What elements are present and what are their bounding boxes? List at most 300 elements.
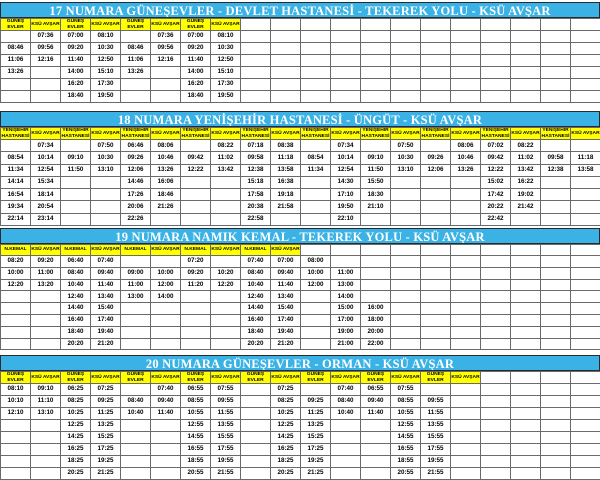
empty-cell <box>481 19 511 31</box>
table-row <box>1 444 600 456</box>
empty-cell <box>451 303 481 315</box>
time-cell: 18:25 <box>61 456 91 468</box>
column-header: GÜNEŞ EVLER <box>61 372 91 384</box>
empty-cell <box>301 91 331 103</box>
table-row <box>1 55 600 67</box>
empty-cell <box>541 468 571 480</box>
empty-cell <box>571 55 600 67</box>
time-cell: 18:55 <box>391 456 421 468</box>
empty-cell <box>31 420 61 432</box>
empty-cell <box>571 245 600 256</box>
empty-cell <box>391 213 421 225</box>
empty-cell <box>511 213 541 225</box>
time-cell: 16:55 <box>181 444 211 456</box>
time-cell: 11:02 <box>211 152 241 164</box>
column-header: GÜNEŞ EVLER <box>121 19 151 31</box>
time-cell: 08:10 <box>211 31 241 43</box>
empty-cell <box>1 468 31 480</box>
column-header: N.KEMAL <box>61 245 91 256</box>
column-header: N.KEMAL <box>241 245 271 256</box>
empty-cell <box>361 468 391 480</box>
empty-cell <box>421 55 451 67</box>
empty-cell <box>361 31 391 43</box>
empty-cell <box>301 189 331 201</box>
empty-cell <box>391 67 421 79</box>
empty-cell <box>541 19 571 31</box>
empty-cell <box>211 291 241 303</box>
empty-cell <box>451 256 481 268</box>
empty-cell <box>361 213 391 225</box>
time-cell: 11:55 <box>211 408 241 420</box>
empty-cell <box>391 19 421 31</box>
time-cell: 07:50 <box>91 140 121 152</box>
time-cell: 16:25 <box>271 444 301 456</box>
time-cell: 12:54 <box>331 164 361 176</box>
empty-cell <box>331 91 361 103</box>
empty-cell <box>541 372 571 384</box>
time-cell: 11:40 <box>271 279 301 291</box>
empty-cell <box>301 314 331 326</box>
column-header: GÜNEŞ EVLER <box>361 372 391 384</box>
column-header: KSÜ AVŞAR <box>151 372 181 384</box>
time-cell: 11:40 <box>181 55 211 67</box>
time-cell: 12:06 <box>421 164 451 176</box>
empty-cell <box>1 91 31 103</box>
time-cell: 13:42 <box>211 164 241 176</box>
time-cell: 13:55 <box>421 420 451 432</box>
time-cell: 09:20 <box>181 267 211 279</box>
empty-cell <box>211 189 241 201</box>
empty-cell <box>241 420 271 432</box>
time-cell: 11:00 <box>31 267 61 279</box>
empty-cell <box>541 176 571 188</box>
empty-cell <box>511 384 541 396</box>
empty-cell <box>31 91 61 103</box>
empty-cell <box>121 384 151 396</box>
time-cell: 07:02 <box>481 140 511 152</box>
empty-cell <box>511 256 541 268</box>
time-cell: 08:00 <box>301 256 331 268</box>
empty-cell <box>511 314 541 326</box>
empty-cell <box>331 67 361 79</box>
time-cell: 22:42 <box>481 213 511 225</box>
empty-cell <box>301 19 331 31</box>
empty-cell <box>421 303 451 315</box>
empty-cell <box>121 420 151 432</box>
time-cell: 13:26 <box>151 164 181 176</box>
empty-cell <box>391 31 421 43</box>
empty-cell <box>271 91 301 103</box>
empty-cell <box>571 420 600 432</box>
time-cell: 17:55 <box>211 444 241 456</box>
empty-cell <box>211 314 241 326</box>
time-cell: 07:40 <box>151 384 181 396</box>
route-18-timetable <box>0 127 600 226</box>
empty-cell <box>331 444 361 456</box>
empty-cell <box>541 303 571 315</box>
empty-cell <box>241 396 271 408</box>
time-cell: 10:40 <box>331 408 361 420</box>
time-cell: 21:55 <box>421 468 451 480</box>
empty-cell <box>331 468 361 480</box>
time-cell: 06:46 <box>121 140 151 152</box>
time-cell: 08:40 <box>331 396 361 408</box>
empty-cell <box>451 79 481 91</box>
empty-cell <box>1 31 31 43</box>
empty-cell <box>241 79 271 91</box>
empty-cell <box>571 91 600 103</box>
time-cell: 11:55 <box>421 408 451 420</box>
time-cell: 11:50 <box>61 164 91 176</box>
time-cell: 20:54 <box>31 201 61 213</box>
empty-cell <box>241 19 271 31</box>
empty-cell <box>181 213 211 225</box>
time-cell: 10:55 <box>181 408 211 420</box>
time-cell: 09:40 <box>91 267 121 279</box>
column-header: KSÜ AVŞAR <box>211 128 241 140</box>
time-cell: 16:22 <box>511 176 541 188</box>
empty-cell <box>541 456 571 468</box>
time-cell: 08:22 <box>511 140 541 152</box>
time-cell: 11:06 <box>121 55 151 67</box>
time-cell: 10:55 <box>391 408 421 420</box>
time-cell: 09:56 <box>151 43 181 55</box>
empty-cell <box>571 456 600 468</box>
time-cell: 11:34 <box>1 164 31 176</box>
column-header: YENİŞEHİR HASTANESİ <box>421 128 451 140</box>
empty-cell <box>301 31 331 43</box>
empty-cell <box>451 19 481 31</box>
table-row <box>1 314 600 326</box>
empty-cell <box>211 303 241 315</box>
empty-cell <box>331 79 361 91</box>
empty-cell <box>571 408 600 420</box>
empty-cell <box>421 67 451 79</box>
empty-cell <box>61 189 91 201</box>
empty-cell <box>151 444 181 456</box>
empty-cell <box>571 67 600 79</box>
time-cell: 06:55 <box>361 384 391 396</box>
empty-cell <box>481 279 511 291</box>
column-header: KSÜ AVŞAR <box>451 372 481 384</box>
time-cell: 10:25 <box>271 408 301 420</box>
time-cell: 12:50 <box>91 55 121 67</box>
empty-cell <box>571 396 600 408</box>
header-row <box>1 245 600 256</box>
empty-cell <box>271 79 301 91</box>
column-header: YENİŞEHİR HASTANESİ <box>541 128 571 140</box>
empty-cell <box>421 91 451 103</box>
empty-cell <box>481 91 511 103</box>
empty-cell <box>361 67 391 79</box>
empty-cell <box>361 444 391 456</box>
time-cell: 21:55 <box>211 468 241 480</box>
empty-cell <box>301 291 331 303</box>
route-17-timetable <box>0 18 600 103</box>
route-17-section <box>0 2 600 102</box>
empty-cell <box>541 444 571 456</box>
empty-cell <box>571 31 600 43</box>
empty-cell <box>451 43 481 55</box>
empty-cell <box>541 291 571 303</box>
time-cell: 07:25 <box>91 384 121 396</box>
empty-cell <box>241 432 271 444</box>
table-row <box>1 279 600 291</box>
empty-cell <box>181 140 211 152</box>
column-header: KSÜ AVŞAR <box>511 128 541 140</box>
column-header: GÜNEŞ EVLER <box>61 19 91 31</box>
empty-cell <box>511 326 541 338</box>
empty-cell <box>481 468 511 480</box>
column-header: KSÜ AVŞAR <box>151 128 181 140</box>
empty-cell <box>61 176 91 188</box>
column-header: YENİŞEHİR HASTANESİ <box>181 128 211 140</box>
empty-cell <box>421 384 451 396</box>
column-header: GÜNEŞ EVLER <box>421 372 451 384</box>
route-18-title: 18 NUMARA YENİŞEHİR HASTANESİ - ÜNGÜT - KSÜ AVŞAR <box>0 111 600 127</box>
empty-cell <box>571 140 600 152</box>
empty-cell <box>541 245 571 256</box>
time-cell: 21:20 <box>91 338 121 350</box>
column-header: GÜNEŞ EVLER <box>301 372 331 384</box>
time-cell: 20:00 <box>361 326 391 338</box>
column-header: KSÜ AVŞAR <box>31 128 61 140</box>
time-cell: 10:30 <box>391 152 421 164</box>
column-header: KSÜ AVŞAR <box>91 245 121 256</box>
empty-cell <box>421 245 451 256</box>
empty-cell <box>571 468 600 480</box>
time-cell: 13:00 <box>121 291 151 303</box>
column-header: N.KEMAL <box>1 245 31 256</box>
time-cell: 18:46 <box>151 189 181 201</box>
empty-cell <box>151 314 181 326</box>
time-cell: 22:00 <box>361 338 391 350</box>
empty-cell <box>571 201 600 213</box>
time-cell: 17:55 <box>421 444 451 456</box>
time-cell: 13:42 <box>511 164 541 176</box>
time-cell: 18:14 <box>31 189 61 201</box>
empty-cell <box>121 91 151 103</box>
empty-cell <box>541 213 571 225</box>
time-cell: 10:20 <box>211 267 241 279</box>
time-cell: 13:26 <box>121 67 151 79</box>
time-cell: 07:00 <box>61 31 91 43</box>
empty-cell <box>391 245 421 256</box>
empty-cell <box>481 326 511 338</box>
empty-cell <box>571 372 600 384</box>
empty-cell <box>511 279 541 291</box>
empty-cell <box>151 326 181 338</box>
empty-cell <box>31 303 61 315</box>
empty-cell <box>451 213 481 225</box>
empty-cell <box>571 213 600 225</box>
time-cell: 07:40 <box>241 256 271 268</box>
time-cell: 20:06 <box>121 201 151 213</box>
column-header: KSÜ AVŞAR <box>91 128 121 140</box>
empty-cell <box>511 303 541 315</box>
empty-cell <box>511 245 541 256</box>
time-cell: 12:16 <box>151 55 181 67</box>
empty-cell <box>511 91 541 103</box>
empty-cell <box>1 326 31 338</box>
time-cell: 08:06 <box>151 140 181 152</box>
empty-cell <box>31 456 61 468</box>
route-20-section <box>0 355 600 479</box>
time-cell: 13:10 <box>31 408 61 420</box>
empty-cell <box>451 279 481 291</box>
empty-cell <box>361 432 391 444</box>
time-cell: 12:16 <box>31 55 61 67</box>
empty-cell <box>541 189 571 201</box>
empty-cell <box>421 176 451 188</box>
time-cell: 09:20 <box>61 43 91 55</box>
empty-cell <box>61 140 91 152</box>
route-18-section <box>0 111 600 224</box>
time-cell: 07:18 <box>241 140 271 152</box>
empty-cell <box>61 213 91 225</box>
time-cell: 19:50 <box>331 201 361 213</box>
time-cell: 13:55 <box>211 420 241 432</box>
table-row <box>1 432 600 444</box>
time-cell: 20:38 <box>241 201 271 213</box>
empty-cell <box>421 256 451 268</box>
time-cell: 11:40 <box>91 279 121 291</box>
time-cell: 16:25 <box>61 444 91 456</box>
column-header: GÜNEŞ EVLER <box>181 19 211 31</box>
time-cell: 12:38 <box>541 164 571 176</box>
column-header: YENİŞEHİR HASTANESİ <box>121 128 151 140</box>
empty-cell <box>1 140 31 152</box>
route-19-timetable <box>0 244 600 350</box>
empty-cell <box>451 338 481 350</box>
empty-cell <box>1 291 31 303</box>
time-cell: 06:40 <box>61 256 91 268</box>
empty-cell <box>541 67 571 79</box>
empty-cell <box>391 43 421 55</box>
empty-cell <box>361 256 391 268</box>
empty-cell <box>571 279 600 291</box>
time-cell: 06:55 <box>181 384 211 396</box>
time-cell: 13:40 <box>271 291 301 303</box>
empty-cell <box>451 396 481 408</box>
column-header: KSÜ AVŞAR <box>571 128 600 140</box>
table-row <box>1 152 600 164</box>
empty-cell <box>241 91 271 103</box>
time-cell: 20:55 <box>181 468 211 480</box>
time-cell: 11:00 <box>121 279 151 291</box>
time-cell: 12:38 <box>241 164 271 176</box>
empty-cell <box>271 67 301 79</box>
empty-cell <box>211 256 241 268</box>
empty-cell <box>61 201 91 213</box>
time-cell: 16:40 <box>241 314 271 326</box>
time-cell: 14:00 <box>61 67 91 79</box>
empty-cell <box>241 408 271 420</box>
empty-cell <box>271 213 301 225</box>
time-cell: 09:26 <box>121 152 151 164</box>
time-cell: 10:10 <box>1 396 31 408</box>
time-cell: 11:25 <box>91 408 121 420</box>
time-cell: 16:20 <box>181 79 211 91</box>
empty-cell <box>541 408 571 420</box>
time-cell: 09:40 <box>151 396 181 408</box>
empty-cell <box>361 43 391 55</box>
table-row <box>1 213 600 225</box>
empty-cell <box>361 79 391 91</box>
empty-cell <box>511 396 541 408</box>
time-cell: 19:40 <box>271 326 301 338</box>
time-cell: 14:55 <box>181 432 211 444</box>
time-cell: 18:40 <box>181 91 211 103</box>
empty-cell <box>121 79 151 91</box>
time-cell: 21:20 <box>271 338 301 350</box>
empty-cell <box>511 468 541 480</box>
empty-cell <box>511 43 541 55</box>
empty-cell <box>451 67 481 79</box>
time-cell: 20:25 <box>271 468 301 480</box>
empty-cell <box>511 19 541 31</box>
empty-cell <box>121 314 151 326</box>
time-cell: 11:18 <box>571 152 600 164</box>
empty-cell <box>421 189 451 201</box>
empty-cell <box>451 384 481 396</box>
empty-cell <box>421 201 451 213</box>
empty-cell <box>541 267 571 279</box>
empty-cell <box>391 55 421 67</box>
empty-cell <box>571 384 600 396</box>
empty-cell <box>361 279 391 291</box>
empty-cell <box>331 420 361 432</box>
empty-cell <box>361 456 391 468</box>
empty-cell <box>361 55 391 67</box>
empty-cell <box>121 326 151 338</box>
empty-cell <box>151 456 181 468</box>
time-cell: 16:20 <box>61 79 91 91</box>
time-cell: 11:20 <box>181 279 211 291</box>
time-cell: 21:10 <box>361 201 391 213</box>
time-cell: 13:25 <box>91 420 121 432</box>
time-cell: 15:55 <box>211 432 241 444</box>
empty-cell <box>451 201 481 213</box>
time-cell: 16:00 <box>361 303 391 315</box>
time-cell: 13:00 <box>331 279 361 291</box>
empty-cell <box>181 291 211 303</box>
empty-cell <box>451 326 481 338</box>
time-cell: 10:40 <box>61 279 91 291</box>
empty-cell <box>211 176 241 188</box>
time-cell: 08:06 <box>451 140 481 152</box>
time-cell: 08:40 <box>121 396 151 408</box>
table-row <box>1 43 600 55</box>
time-cell: 19:34 <box>1 201 31 213</box>
empty-cell <box>361 420 391 432</box>
empty-cell <box>151 256 181 268</box>
empty-cell <box>241 468 271 480</box>
empty-cell <box>361 91 391 103</box>
empty-cell <box>301 67 331 79</box>
time-cell: 10:00 <box>151 267 181 279</box>
time-cell: 14:40 <box>241 303 271 315</box>
time-cell: 09:10 <box>31 384 61 396</box>
empty-cell <box>1 338 31 350</box>
time-cell: 10:40 <box>121 408 151 420</box>
empty-cell <box>301 55 331 67</box>
empty-cell <box>451 408 481 420</box>
empty-cell <box>571 189 600 201</box>
time-cell: 20:55 <box>391 468 421 480</box>
time-cell: 15:40 <box>91 303 121 315</box>
time-cell: 15:00 <box>331 303 361 315</box>
